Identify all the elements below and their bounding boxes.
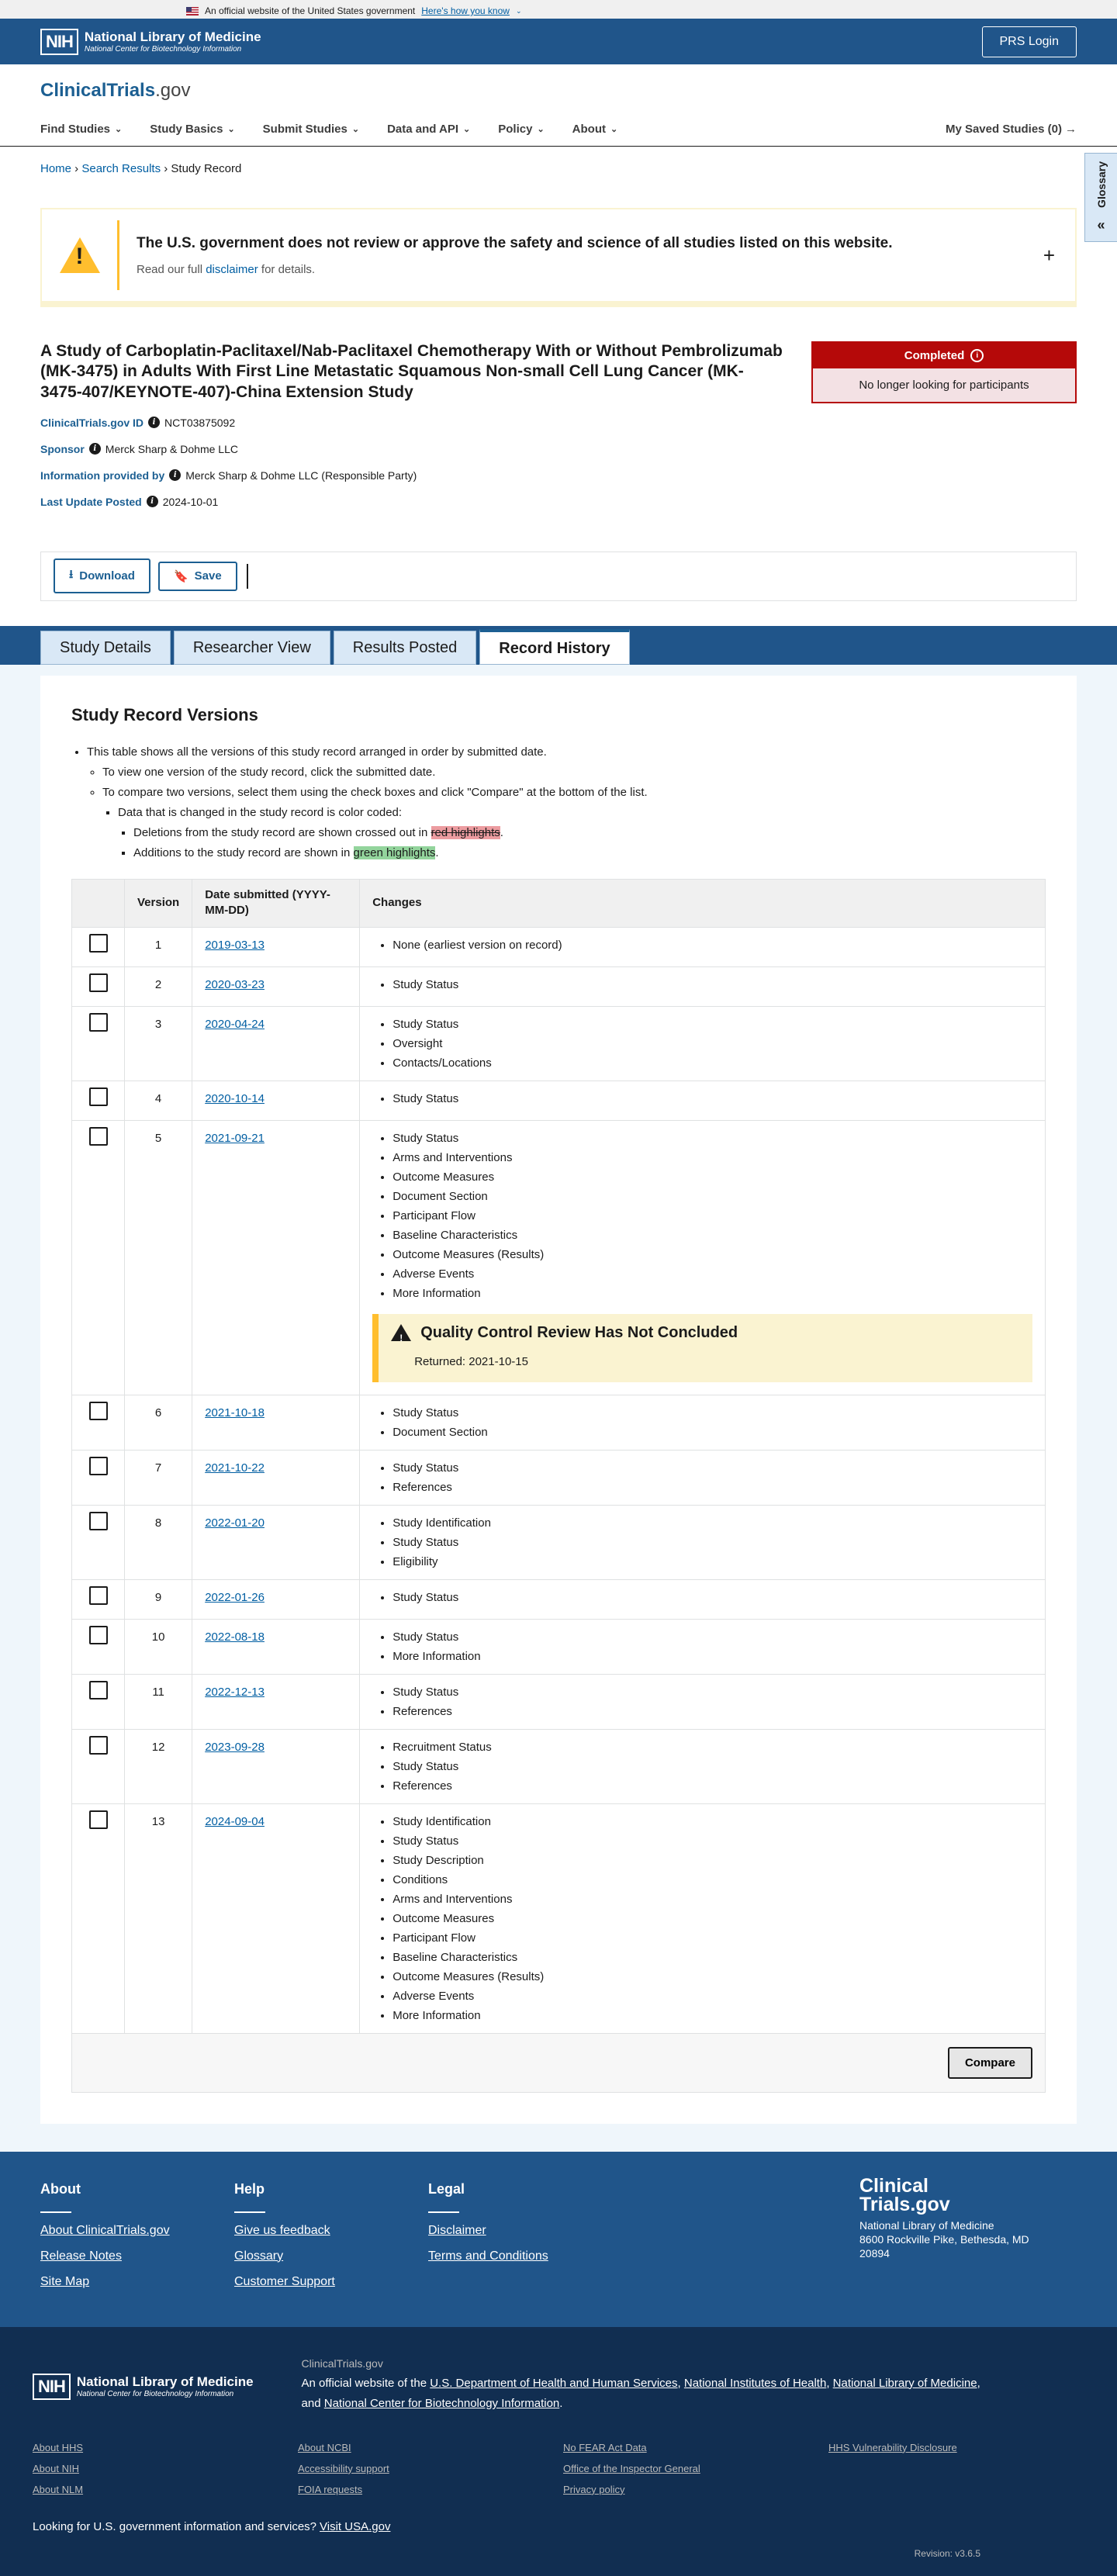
arrow-right-icon: →: [1065, 123, 1077, 136]
table-row: [72, 1729, 1046, 1803]
prs-login-button[interactable]: PRS Login: [982, 26, 1077, 57]
changes-cell: [360, 966, 1046, 1006]
info-icon[interactable]: i: [970, 349, 984, 362]
versions-card: [40, 676, 1077, 2124]
download-button[interactable]: ⭳ Download: [54, 558, 150, 593]
version-checkbox[interactable]: [89, 1681, 108, 1699]
version-date-link[interactable]: 2022-08-18: [205, 1630, 265, 1644]
version-checkbox[interactable]: [89, 1013, 108, 1032]
footer-about-title: About: [40, 2180, 81, 2197]
version-number: 13: [125, 1803, 192, 2033]
version-date-link[interactable]: 2022-12-13: [205, 1685, 265, 1699]
version-number: 6: [125, 1395, 192, 1450]
version-date-link[interactable]: 2022-01-26: [205, 1590, 265, 1604]
table-row: [72, 1674, 1046, 1729]
version-date-link[interactable]: 2022-01-20: [205, 1516, 265, 1530]
ncbi-name: National Center for Biotechnology Information: [84, 45, 242, 54]
changes-cell: [360, 1450, 1046, 1505]
nav-label: Data and API: [387, 123, 459, 136]
nav-data-api[interactable]: [387, 123, 470, 136]
tab-study-details[interactable]: Study Details: [40, 631, 171, 665]
change-item: • Study Status: [393, 1403, 1032, 1423]
version-checkbox[interactable]: [89, 1402, 108, 1420]
change-item: • Study Identification: [393, 1513, 1032, 1533]
change-item: • Study Status: [393, 1015, 1032, 1034]
divider: [247, 564, 248, 589]
table-row: [72, 966, 1046, 1006]
change-item: • Study Status: [393, 1533, 1032, 1552]
change-item: • Recruitment Status: [393, 1738, 1032, 1757]
versions-description: [71, 742, 1046, 863]
version-date-link[interactable]: 2019-03-13: [205, 938, 265, 952]
footer-gov-link: [828, 2463, 1094, 2474]
change-item: • Eligibility: [393, 1552, 1032, 1572]
official-website-text: ClinicalTrials.gov An official website of the U.S. Department of Health and Human Services, National Institutes of Health, National Library of Medicine, and National Center for Biotechnology Information.: [301, 2356, 980, 2410]
table-row: [72, 1006, 1046, 1081]
change-item: • References: [393, 1702, 1032, 1721]
change-item: • Adverse Events: [393, 1986, 1032, 2006]
alert-heading: The U.S. government does not review or approve the safety and science of all studies listed on this website.: [137, 234, 893, 251]
footer-gov-link[interactable]: About NCBI: [298, 2441, 351, 2453]
version-number: 4: [125, 1081, 192, 1120]
version-checkbox[interactable]: [89, 1127, 108, 1146]
change-item: • Document Section: [393, 1423, 1032, 1442]
chevron-down-icon: ⌄: [227, 125, 235, 134]
version-checkbox[interactable]: [89, 1736, 108, 1755]
changes-cell: [360, 1803, 1046, 2033]
table-row: [72, 1120, 1046, 1395]
change-item: • Study Status: [393, 1588, 1032, 1607]
changes-cell: [360, 1120, 1046, 1395]
usa-gov-link[interactable]: Visit USA.gov: [320, 2519, 391, 2533]
version-date-link[interactable]: 2023-09-28: [205, 1740, 265, 1754]
footer-gov-link[interactable]: FOIA requests: [298, 2483, 363, 2495]
main-nav: [0, 112, 1117, 147]
version-date-link[interactable]: 2024-09-04: [205, 1814, 265, 1828]
study-id: NCT03875092: [164, 416, 236, 429]
info-icon[interactable]: i: [89, 443, 101, 455]
change-item: • Arms and Interventions: [393, 1890, 1032, 1909]
footer-gov-link[interactable]: No FEAR Act Data: [563, 2441, 647, 2453]
study-tabs: [0, 626, 1117, 665]
footer-link[interactable]: About ClinicalTrials.gov: [40, 2223, 170, 2237]
id-label: ClinicalTrials.gov ID: [40, 416, 144, 429]
status-label: Completed: [904, 349, 965, 362]
version-checkbox[interactable]: [89, 1512, 108, 1530]
us-flag-icon: [186, 7, 199, 16]
version-number: 10: [125, 1619, 192, 1674]
change-item: • Participant Flow: [393, 1206, 1032, 1226]
brand-name: ClinicalTrials: [40, 80, 156, 101]
chevron-down-icon: ⌄: [463, 125, 471, 134]
table-row: [72, 1619, 1046, 1674]
nlm-footer-logo[interactable]: NIH National Library of Medicine National Center for Biotechnology Information: [33, 2360, 254, 2414]
footer-zip: 20894: [859, 2246, 890, 2260]
nav-label: Submit Studies: [262, 123, 348, 136]
nih-link[interactable]: National Institutes of Health: [683, 2376, 827, 2390]
footer-link[interactable]: Site Map: [40, 2274, 90, 2288]
change-item: • Study Status: [393, 1682, 1032, 1702]
nih-header: [0, 19, 1117, 64]
study-title: A Study of Carboplatin-Paclitaxel/Nab-Paclitaxel Chemotherapy With or Without Pembrolizumab (MK-3475) in Adults With First Line Metastatic Squamous Non-small Cell Lung Cancer (MK-3475-407/KEYNOTE-407)-China Extension Study: [40, 342, 783, 401]
ncbi-link[interactable]: National Center for Biotechnology Information: [323, 2396, 560, 2410]
footer-legal-title: Legal: [428, 2180, 465, 2197]
footer-org: National Library of Medicine: [859, 2218, 994, 2232]
version-number: 5: [125, 1120, 192, 1395]
change-item: • More Information: [393, 2006, 1032, 2025]
study-actions: [40, 552, 1077, 601]
footer-help: [234, 2181, 428, 2327]
table-row: [72, 1450, 1046, 1505]
version-number: 1: [125, 927, 192, 966]
version-checkbox[interactable]: [89, 1586, 108, 1605]
version-checkbox[interactable]: [89, 1457, 108, 1475]
table-row: [72, 927, 1046, 966]
breadcrumb: Home › Search Results › Study Record: [40, 162, 242, 175]
qc-alert: [372, 1314, 1032, 1382]
nih-logo-box: NIH: [40, 29, 78, 55]
footer-link[interactable]: Glossary: [234, 2249, 284, 2263]
chevron-down-icon: ⌄: [515, 6, 522, 15]
change-item: • Outcome Measures (Results): [393, 1967, 1032, 1986]
change-item: • Document Section: [393, 1187, 1032, 1206]
version-number: 8: [125, 1505, 192, 1579]
breadcrumb-current: Study Record: [171, 162, 242, 175]
nav-label: About: [572, 123, 606, 136]
changes-cell: [360, 1729, 1046, 1803]
tab-researcher-view[interactable]: Researcher View: [174, 631, 330, 665]
footer-logo[interactable]: Clinical Trials.gov: [859, 2174, 950, 2215]
site-logo[interactable]: [40, 80, 1077, 102]
breadcrumb-search-results[interactable]: Search Results: [81, 162, 161, 175]
change-item: • Study Status: [393, 1831, 1032, 1851]
col-changes: Changes: [360, 879, 1046, 927]
saved-label: My Saved Studies (0): [945, 123, 1062, 136]
bookmark-icon: 🔖: [173, 569, 188, 583]
hhs-link[interactable]: U.S. Department of Health and Human Services: [430, 2376, 678, 2390]
change-item: • None (earliest version on record): [393, 935, 1032, 955]
changes-cell: [360, 1395, 1046, 1450]
version-date-link[interactable]: 2021-09-21: [205, 1131, 265, 1145]
change-item: • Study Identification: [393, 1812, 1032, 1831]
version-checkbox[interactable]: [89, 1087, 108, 1106]
table-row: [72, 1395, 1046, 1450]
chevron-down-icon: ⌄: [351, 125, 360, 134]
table-row: [72, 1505, 1046, 1579]
warning-icon: !: [60, 237, 100, 273]
change-item: • More Information: [393, 1647, 1032, 1666]
desc-intro: • This table shows all the versions of this study record arranged in order by submitted date.: [87, 742, 1046, 762]
version-checkbox[interactable]: [89, 1810, 108, 1829]
nav-label: Policy: [498, 123, 533, 136]
tab-results-posted[interactable]: Results Posted: [334, 631, 477, 665]
change-item: • Baseline Characteristics: [393, 1226, 1032, 1245]
versions-heading: Study Record Versions: [71, 704, 258, 724]
site-header: [0, 64, 1117, 147]
study-header: [0, 307, 1117, 508]
brand-suffix: .gov: [155, 80, 191, 101]
versions-table: [71, 879, 1046, 2034]
footer-link[interactable]: Terms and Conditions: [428, 2249, 548, 2263]
footer-link[interactable]: Customer Support: [234, 2274, 335, 2288]
addition-example: green highlights: [353, 845, 436, 859]
version-number: 3: [125, 1006, 192, 1081]
change-item: • Study Description: [393, 1851, 1032, 1870]
footer-gov-link[interactable]: HHS Vulnerability Disclosure: [828, 2441, 957, 2453]
change-item: • Conditions: [393, 1870, 1032, 1890]
change-item: • More Information: [393, 1284, 1032, 1303]
col-date: Date submitted (YYYY-MM-DD): [192, 879, 360, 927]
sponsor-value: Merck Sharp & Dohme LLC: [105, 442, 238, 455]
desc-view: ◦ To view one version of the study record, click the submitted date.: [102, 762, 1046, 783]
change-item: • Study Status: [393, 1757, 1032, 1776]
revision-text: Revision: v3.6.5: [914, 2547, 980, 2559]
table-row: [72, 1803, 1046, 2033]
footer-help-title: Help: [234, 2180, 265, 2197]
disclaimer-link[interactable]: disclaimer: [206, 262, 258, 276]
change-item: • Study Status: [393, 1089, 1032, 1108]
download-icon: ⭳: [69, 568, 74, 582]
record-history-content: [0, 665, 1117, 2152]
info-icon[interactable]: i: [147, 496, 158, 507]
version-number: 9: [125, 1579, 192, 1619]
change-item: • Contacts/Locations: [393, 1053, 1032, 1073]
nav-about[interactable]: [572, 123, 618, 136]
info-icon[interactable]: i: [169, 469, 181, 481]
glossary-label: Glossary: [1095, 161, 1108, 208]
footer-gov-link[interactable]: About NLM: [33, 2483, 84, 2495]
nlm-footer: [0, 2327, 1117, 2576]
nlm-name: National Library of Medicine: [84, 29, 261, 44]
change-item: • Adverse Events: [393, 1264, 1032, 1284]
change-item: • Study Status: [393, 1458, 1032, 1478]
footer-about: [40, 2181, 234, 2327]
glossary-tab[interactable]: [1084, 153, 1117, 242]
change-item: • Baseline Characteristics: [393, 1948, 1032, 1967]
version-date-link[interactable]: 2020-10-14: [205, 1091, 265, 1105]
my-saved-studies-link[interactable]: [946, 123, 1077, 136]
version-date-link[interactable]: 2021-10-18: [205, 1406, 265, 1419]
changes-cell: [360, 1674, 1046, 1729]
usa-gov-line: Looking for U.S. government information and services? Visit USA.gov: [33, 2519, 391, 2533]
warning-icon: !: [391, 1324, 411, 1341]
status-subtext: No longer looking for participants: [813, 368, 1075, 402]
footer-brand: [859, 2174, 1029, 2260]
footer-link[interactable]: Release Notes: [40, 2249, 122, 2263]
change-item: • Arms and Interventions: [393, 1148, 1032, 1167]
nav-label: Find Studies: [40, 123, 110, 136]
version-number: 2: [125, 966, 192, 1006]
footer-address: 8600 Rockville Pike, Bethesda, MD: [859, 2232, 1029, 2246]
footer-links-grid: [33, 2442, 1084, 2495]
nav-study-basics[interactable]: [150, 123, 234, 136]
nav-find-studies[interactable]: [40, 123, 122, 136]
footer-link[interactable]: Disclaimer: [428, 2223, 486, 2237]
chevron-down-icon: ⌄: [537, 125, 545, 134]
footer-gov-link[interactable]: About NIH: [33, 2462, 79, 2474]
change-item: • Participant Flow: [393, 1928, 1032, 1948]
nav-submit-studies[interactable]: [263, 123, 359, 136]
col-version: Version: [125, 879, 192, 927]
version-date-link[interactable]: 2020-04-24: [205, 1017, 265, 1031]
info-icon[interactable]: i: [148, 417, 160, 428]
col-select: [72, 879, 125, 927]
save-button[interactable]: 🔖 Save: [158, 562, 237, 591]
changes-cell: [360, 927, 1046, 966]
sponsor-label: Sponsor: [40, 442, 85, 455]
how-you-know-link[interactable]: Here's how you know: [421, 5, 510, 16]
footer-gov-link[interactable]: Office of the Inspector General: [563, 2462, 700, 2474]
table-row: [72, 1579, 1046, 1619]
breadcrumb-home[interactable]: Home: [40, 162, 72, 175]
qc-returned: Returned: 2021-10-15: [414, 1354, 528, 1368]
change-item: • Oversight: [393, 1034, 1032, 1053]
desc-compare: ◦ To compare two versions, select them using the check boxes and click "Compare" at the bottom of the list.: [102, 783, 1046, 803]
footer-link[interactable]: Give us feedback: [234, 2223, 330, 2237]
version-number: 12: [125, 1729, 192, 1803]
expand-plus-icon[interactable]: +: [1043, 243, 1055, 267]
change-item: • References: [393, 1478, 1032, 1497]
site-footer: [0, 2152, 1117, 2327]
version-date-link[interactable]: 2020-03-23: [205, 977, 265, 991]
change-item: • Study Status: [393, 1129, 1032, 1148]
qc-title: Quality Control Review Has Not Concluded: [420, 1323, 738, 1341]
change-item: • Outcome Measures (Results): [393, 1245, 1032, 1264]
footer-gov-link[interactable]: Privacy policy: [563, 2483, 625, 2495]
change-item: • Outcome Measures: [393, 1167, 1032, 1187]
changes-cell: [360, 1505, 1046, 1579]
provided-value: Merck Sharp & Dohme LLC (Responsible Party): [185, 469, 417, 482]
desc-color: ▪ Data that is changed in the study record is color coded:: [118, 803, 1046, 823]
provided-label: Information provided by: [40, 469, 165, 482]
changes-cell: [360, 1619, 1046, 1674]
alert-text: Read our full disclaimer for details.: [137, 262, 316, 276]
version-date-link[interactable]: 2021-10-22: [205, 1461, 265, 1475]
nav-policy[interactable]: [498, 123, 544, 136]
double-chevron-left-icon: «: [1097, 216, 1105, 233]
updated-value: 2024-10-01: [162, 495, 219, 508]
version-checkbox[interactable]: [89, 1626, 108, 1644]
desc-deletions: ▪ Deletions from the study record are shown crossed out in red highlights.: [133, 823, 1046, 843]
nlm-link[interactable]: National Library of Medicine: [832, 2376, 977, 2390]
disclaimer-alert: [40, 208, 1077, 307]
change-item: • References: [393, 1776, 1032, 1796]
change-item: • Outcome Measures: [393, 1909, 1032, 1928]
compare-row: [71, 2034, 1046, 2093]
tab-record-history[interactable]: Record History: [479, 629, 629, 665]
chevron-down-icon: ⌄: [610, 125, 618, 134]
gov-banner-text: An official website of the United States government: [205, 5, 416, 16]
changes-cell: [360, 1081, 1046, 1120]
version-number: 11: [125, 1674, 192, 1729]
recruitment-status-box: [811, 341, 1077, 403]
nav-label: Study Basics: [150, 123, 223, 136]
compare-button[interactable]: Compare: [948, 2047, 1032, 2079]
change-item: • Study Status: [393, 1627, 1032, 1647]
updated-label: Last Update Posted: [40, 495, 142, 508]
table-row: [72, 1081, 1046, 1120]
deletion-example: red highlights: [431, 825, 500, 839]
version-checkbox[interactable]: [89, 973, 108, 992]
footer-gov-link: [828, 2484, 1094, 2495]
version-checkbox[interactable]: [89, 934, 108, 953]
footer-legal: [428, 2181, 622, 2327]
change-item: • Study Status: [393, 975, 1032, 994]
footer-gov-link[interactable]: Accessibility support: [298, 2462, 389, 2474]
changes-cell: [360, 1579, 1046, 1619]
footer-gov-link[interactable]: About HHS: [33, 2441, 84, 2453]
desc-additions: ▪ Additions to the study record are shown in green highlights.: [133, 843, 1046, 863]
version-number: 7: [125, 1450, 192, 1505]
gov-banner: [0, 0, 1117, 19]
changes-cell: [360, 1006, 1046, 1081]
nlm-logo[interactable]: [40, 29, 261, 55]
chevron-down-icon: ⌄: [115, 125, 123, 134]
